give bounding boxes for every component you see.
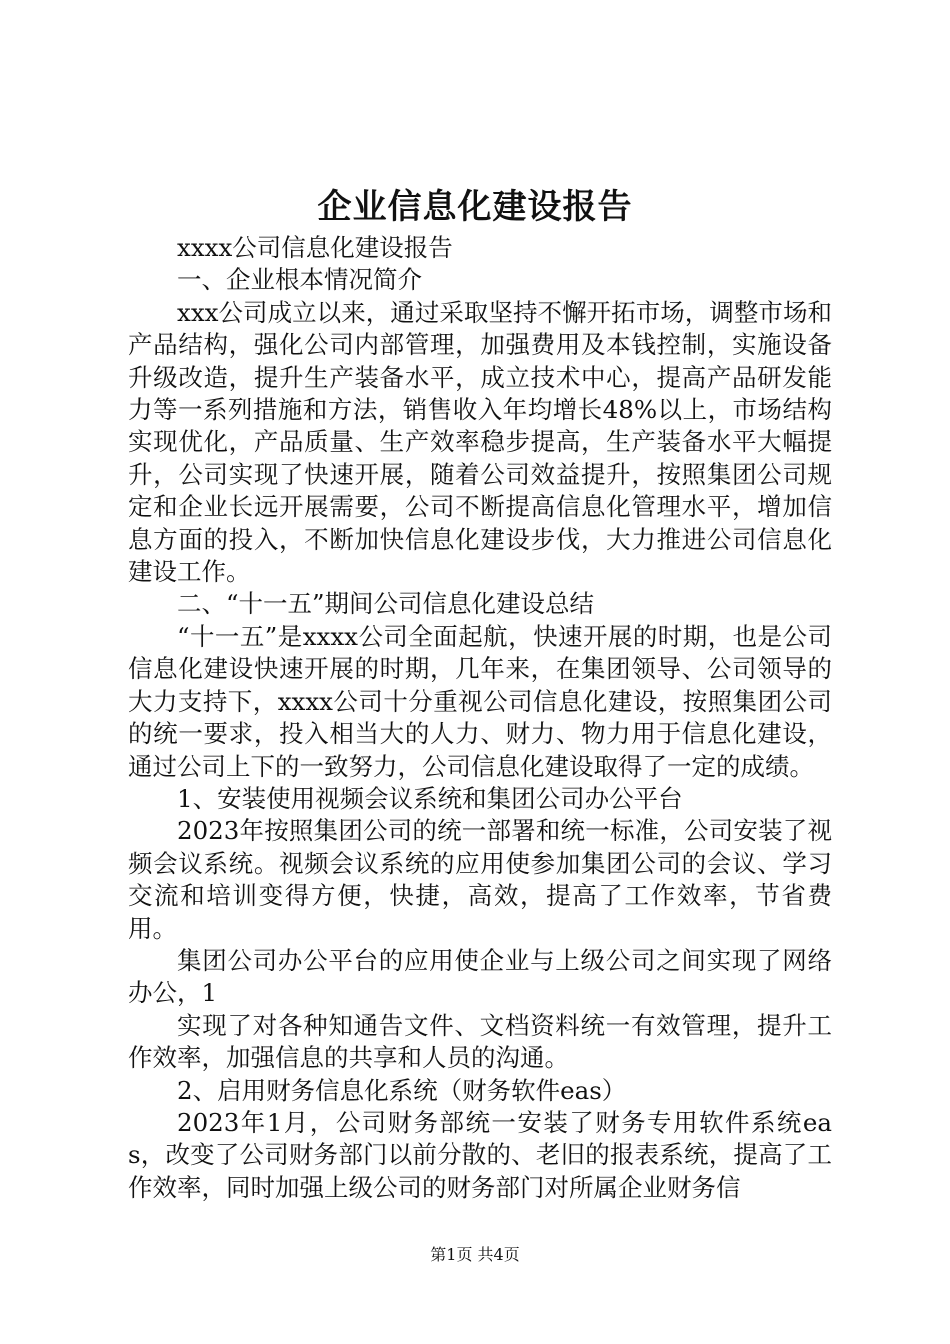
paragraph-subtitle: xxxx公司信息化建设报告: [177, 233, 453, 262]
page-footer: 第1页 共4页: [430, 1245, 520, 1264]
section-heading-2: 二、“十一五”期间公司信息化建设总结: [177, 589, 595, 619]
section-heading-1: 一、企业根本情况简介: [177, 265, 422, 295]
paragraph: 2023年按照集团公司的统一部署和统一标准，公司安装了视频会议系统。视频会议系统的应用使参加集团公司的会议、学习交流和培训变得方便，快捷，高效，提高了工作效率，节省费用。: [128, 816, 832, 943]
document-body: [128, 232, 832, 1204]
subsection-heading-1: 1、安装使用视频会议系统和集团公司办公平台: [177, 783, 683, 813]
paragraph: 实现了对各种知通告文件、文档资料统一有效管理，提升工作效率，加强信息的共享和人员的沟通。: [128, 1010, 832, 1073]
document-title: 企业信息化建设报告: [317, 187, 633, 227]
paragraph: “十一五”是xxxx公司全面起航，快速开展的时期，也是公司信息化建设快速开展的时期，几年来，在集团领导、公司领导的大力支持下，xxxx公司十分重视公司信息化建设，按照集团公司的统一要求，投入相当大的人力、财力、物力用于信息化建设，通过公司上下的一致努力，公司信息化建设取得了一定的成绩。: [128, 621, 832, 781]
subsection-heading-2: 2、启用财务信息化系统（财务软件eas）: [177, 1075, 627, 1105]
paragraph: 集团公司办公平台的应用使企业与上级公司之间实现了网络办公，1: [128, 945, 832, 1008]
paragraph: 2023年1月，公司财务部统一安装了财务专用软件系统eas，改变了公司财务部门以前分散的、老旧的报表系统，提高了工作效率，同时加强上级公司的财务部门对所属企业财务信: [128, 1107, 832, 1202]
paragraph: xxx公司成立以来，通过采取坚持不懈开拓市场，调整市场和产品结构，强化公司内部管理，加强费用及本钱控制，实施设备升级改造，提升生产装备水平，成立技术中心，提高产品研发能力等一系列措施和方法，销售收入年均增长48%以上，市场结构实现优化，产品质量、生产效率稳步提高，生产装备水平大幅提升，公司实现了快速开展，随着公司效益提升，按照集团公司规定和企业长远开展需要，公司不断提高信息化管理水平，增加信息方面的投入，不断加快信息化建设步伐，大力推进公司信息化建设工作。: [128, 297, 832, 587]
